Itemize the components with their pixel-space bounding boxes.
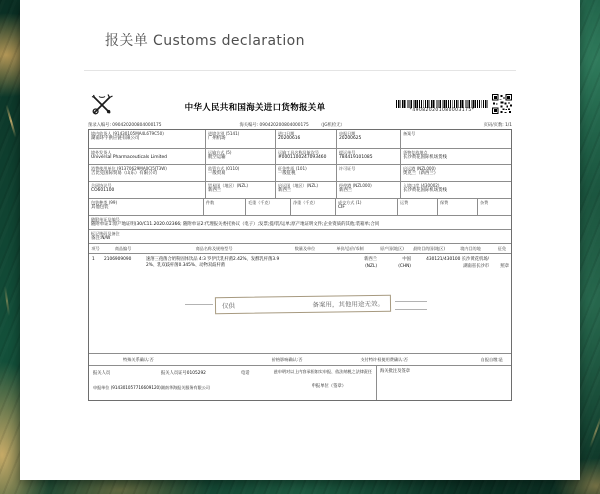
qr-code (492, 94, 512, 114)
cell-label: 监管方式 (0110) (208, 166, 240, 171)
goods-description: 速溶三孢菌合奶粉固体饮品 4:3 罗伊氏乳杆菌2.42%、发酵乳杆菌3.92%、乳双歧杆菌0.345%、动物双歧杆菌 (146, 257, 280, 268)
goods-header-hs-code: 商品编号 (114, 245, 132, 251)
cell-label: 件数 (206, 200, 215, 205)
goods-header-item-no: 项号 (91, 245, 100, 251)
cell-value: Universal Pharmaceuticals Limited (91, 155, 167, 161)
goods-header-destination: 最终目的国(地区) (413, 245, 445, 251)
goods-item-no: 1 (92, 257, 95, 262)
storage-place-cell (401, 149, 511, 164)
cell-label: 消费使用单位 (91370629MA0CJ5JT3W) (91, 166, 167, 171)
cell-value: 奥克兰（新西兰） (403, 171, 439, 177)
goods-header-exemption: 征免 (497, 245, 507, 251)
cell-value: 784419101085 (339, 155, 373, 161)
cell-label: 随附单证及编号 (91, 217, 120, 222)
goods-origin-code: (NZL) (365, 264, 377, 269)
declare-unit: 申报单位 (914301057716609120)湖南华海报关服务有限公司 (93, 385, 210, 390)
import-date-cell (276, 130, 337, 148)
stamp-side-line (395, 301, 427, 302)
declaration-table (88, 129, 512, 401)
departure-country-cell (276, 182, 337, 198)
cell-value: 长沙黄花国际机场货栈 (403, 188, 447, 194)
title-divider (84, 70, 516, 71)
transport-mode-cell (206, 149, 276, 164)
entry-point-cell (401, 182, 511, 198)
cell-value: 广州机场 (208, 136, 226, 142)
cell-value: 随附单证1:原产地证明(30/C11.2020.02366; 随附单证2:代理报关委托协议（电子）;发票;提/装/运单;原产地证明文件;企业资质的其他;装箱单;合同 (91, 222, 380, 228)
confirmation-row (89, 354, 511, 366)
cell-label: 标记唛码及备注 (91, 231, 120, 236)
table-row (89, 149, 511, 165)
barcode-stripes (396, 100, 488, 108)
cell-label: 提运单号 (339, 150, 356, 155)
goods-dest-code: (CHN) (398, 264, 411, 269)
phone-label: 电话 (241, 371, 250, 376)
cell-label: 许可证号 (339, 166, 356, 171)
table-row (89, 182, 511, 199)
vessel-cell (276, 149, 337, 164)
goods-header-domestic-dest: 境内目的地 (460, 245, 481, 251)
goods-header-description: 商品名称及规格型号 (195, 245, 233, 251)
goods-header-price: 单价/总价/币制 (336, 245, 364, 251)
document-title: 中华人民共和国海关进口货物报关单 (184, 103, 326, 113)
cell-label: 包装种类 (99) (91, 200, 118, 205)
barcode (396, 92, 488, 113)
customs-number: 海关编号: 090420200804000175 (239, 123, 309, 128)
attached-docs-row (89, 216, 511, 230)
consumer-unit-cell (89, 165, 206, 181)
marble-vein (5, 104, 16, 137)
cell-label: 境内收货人 (91430105MA4L6T9C50) (91, 131, 164, 136)
cell-value: CO601100 (91, 188, 115, 194)
contract-no-cell (89, 182, 206, 198)
cell-label: 成交方式 (1) (338, 200, 362, 205)
cell-label: 备案号 (403, 131, 416, 136)
machine-check-note: （JG机检无） (318, 123, 345, 128)
goods-hs-code: 2106909090 (104, 257, 132, 262)
goods-origin-country: 新西兰 (364, 257, 377, 262)
goods-exemption: 照章 (500, 264, 509, 269)
bill-no-cell (337, 149, 401, 164)
stamp-side-line (185, 304, 213, 305)
insurance-cell (438, 199, 478, 215)
packing-type-cell (89, 199, 204, 215)
page-number-info: 页码/页数: 1/1 (483, 123, 512, 128)
table-row (89, 165, 511, 182)
cell-label: 境外发货人 (91, 150, 112, 155)
gross-weight-cell (246, 199, 291, 215)
cell-label: 入境口岸 (430002) (403, 183, 440, 188)
cell-label: 运输工具名称及航次号 (278, 150, 319, 155)
net-weight-cell (291, 199, 336, 215)
consignee-cell (89, 130, 206, 148)
cell-value: #0001100247093460 (278, 155, 327, 161)
cell-label: 贸易国（地区）(NZL) (208, 183, 248, 188)
self-declare-confirm: 自报自缴:是 (480, 356, 503, 362)
cell-value: 备注:N/W (91, 236, 111, 242)
stamp-text-left: 仅供 (221, 301, 236, 311)
cell-value: 新西兰 (278, 188, 292, 194)
cell-label: 启运国（地区）(NZL) (278, 183, 318, 188)
customs-endorsement-cell: 海关批注及签章 (380, 369, 411, 374)
stamp-side-line (395, 309, 427, 310)
cell-label: 合同协议号 (91, 183, 112, 188)
cell-label: 启运港 (NZL000) (403, 166, 436, 171)
cell-label: 进境关别 (5141) (208, 131, 240, 136)
cell-label: 进口日期 (278, 131, 295, 136)
packing-row (89, 199, 511, 216)
cell-value: 新西兰 (208, 188, 222, 194)
cell-value: 20200616 (278, 136, 301, 142)
consignor-cell (89, 149, 206, 164)
cell-label: 杂费 (480, 200, 489, 205)
marks-remarks-row (89, 230, 511, 244)
cell-value: CIF (338, 205, 345, 211)
cell-label: 申报日期 (339, 131, 356, 136)
transit-port-cell (337, 182, 401, 198)
trade-country-cell (206, 182, 276, 198)
freight-cell (398, 199, 438, 215)
customs-declaration-document (88, 92, 512, 401)
goods-header-quantity: 数量及单位 (294, 245, 316, 251)
barcode-number: *490820201080003175* (409, 108, 475, 113)
goods-dest-country: 中国 (402, 257, 411, 262)
marks-remarks-cell (89, 230, 511, 243)
declarant-cell (89, 366, 377, 400)
record-only-stamp (215, 295, 391, 314)
royalty-confirm: 支付特许权使用费确认:否 (360, 356, 408, 362)
cell-label: 毛重（千克） (248, 200, 273, 205)
marble-vein (589, 414, 600, 449)
special-relation-confirm: 特殊关系确认:否 (123, 356, 154, 362)
stamp-text-right: 备案用，其他用途无效。 (312, 299, 385, 309)
operator-id: 报关人员证号0105292 (161, 371, 206, 376)
operator-label: 报关人员 (93, 371, 111, 376)
cell-label: 运费 (400, 200, 409, 205)
document-header (88, 92, 512, 120)
record-no-cell (401, 130, 511, 148)
cell-value: 20200625 (339, 136, 362, 142)
goods-body (89, 254, 511, 354)
goods-header-row (89, 244, 511, 254)
customs-emblem-icon (90, 93, 114, 117)
cell-label: 运输方式 (5) (208, 150, 232, 155)
cell-value: 一般贸易 (208, 171, 226, 177)
cell-value: 吉比克国际贸易（山东）有限公司 (91, 171, 157, 177)
license-no-cell (337, 165, 401, 181)
entry-port-cell (206, 130, 276, 148)
pieces-cell (204, 199, 246, 215)
page-title: 报关单 Customs declaration (105, 33, 305, 49)
goods-header-origin: 原产国(地区) (380, 245, 404, 251)
declare-date-cell (337, 130, 401, 148)
misc-fee-cell (478, 199, 511, 215)
price-influence-confirm: 价格影响确认:否 (271, 356, 303, 362)
cell-label: 净重（千克） (293, 200, 318, 205)
cell-value: 湖南环宇供应链有限公司 (91, 136, 140, 142)
goods-domestic-dest: 430121/430100 长沙黄花机场/ (426, 257, 489, 262)
cell-label: 货物存放地点 (403, 150, 428, 155)
attached-docs-cell (89, 216, 511, 229)
cell-label: 保费 (440, 200, 449, 205)
tax-nature-cell (276, 165, 337, 181)
cell-value: 长沙黄花国际机场货栈 (403, 155, 447, 161)
marble-vein (4, 286, 10, 316)
content-card (20, 0, 580, 480)
goods-domestic-dest-2: 湖南省长沙市 (463, 264, 489, 269)
departure-port-cell (401, 165, 511, 181)
sign-label: 申报单位（签章） (311, 384, 346, 389)
cell-value: 航空运输 (208, 155, 226, 161)
cell-label: 经停港 (NZL000) (339, 183, 372, 188)
cell-label: 征免性质 (101) (278, 166, 307, 171)
declaration-statement: 兹申明对以上内容承担如实申报、依法纳税之法律责任 (273, 369, 372, 374)
pre-entry-number: 预录入编号: 090420200804000175 (88, 123, 162, 128)
table-row (89, 130, 511, 149)
cell-value: 新西兰 (339, 188, 353, 194)
cell-value: 一般征税 (278, 171, 296, 177)
cell-value: 其他包装 (91, 205, 109, 211)
trade-terms-cell (336, 199, 398, 215)
meta-line (88, 122, 512, 128)
footer-row (89, 366, 511, 400)
supervision-mode-cell (206, 165, 276, 181)
